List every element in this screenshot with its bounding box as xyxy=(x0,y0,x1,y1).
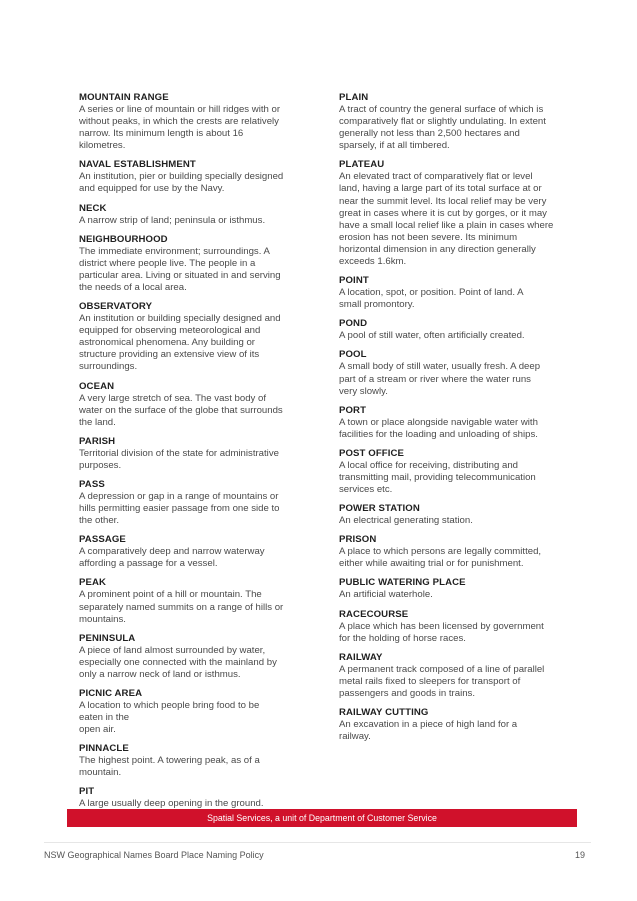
glossary-term: RAILWAY xyxy=(339,651,383,663)
footer-divider xyxy=(44,842,591,843)
glossary-definition: A place which has been licensed by government for the holding of horse races. xyxy=(339,620,544,644)
glossary-term: PASS xyxy=(79,478,105,490)
glossary-column-right xyxy=(339,92,565,750)
glossary-entry xyxy=(79,534,301,570)
glossary-definition: A tract of country the general surface of which is comparatively flat or slightly undulating. In extent generally not less than 2,500 hectares and sparsely, if at all timbered. xyxy=(339,104,546,152)
glossary-entry xyxy=(79,479,301,527)
glossary-entry xyxy=(339,707,565,743)
glossary-term: RAILWAY CUTTING xyxy=(339,707,429,718)
glossary-definition: An institution or building specially designed and equipped for observing meteorological and astronomical phenomena. Any building or structure providing an extensive view of its surroundings. xyxy=(79,313,281,373)
glossary-term: NECK xyxy=(79,202,107,214)
glossary-entry xyxy=(339,275,565,311)
glossary-entry xyxy=(339,349,565,397)
glossary-definition: A narrow strip of land; peninsula or isthmus. xyxy=(79,214,266,226)
glossary-entry xyxy=(339,609,565,645)
glossary-definition: A local office for receiving, distributing and transmitting mail, providing telecommunication services etc. xyxy=(339,459,536,496)
glossary-column-left xyxy=(79,92,301,818)
glossary-entry xyxy=(339,652,565,700)
glossary-term: PORT xyxy=(339,404,367,416)
glossary-term: PRISON xyxy=(339,534,377,546)
glossary-entry xyxy=(339,534,565,570)
glossary-term: PLATEAU xyxy=(339,159,385,171)
glossary-definition: The immediate environment; surroundings. A district where people live. The people in a particular area. Living or situated in and serving the needs of a local area. xyxy=(79,245,281,293)
glossary-entry xyxy=(339,92,565,152)
glossary-entry xyxy=(339,405,565,441)
glossary-definition: A series or line of mountain or hill ridges with or without peaks, in which the crests are relatively narrow. Its minimum length is about 16 kilometres. xyxy=(79,104,281,152)
glossary-entry xyxy=(339,577,565,601)
glossary-definition: A town or place alongside navigable water with facilities for the loading and unloading of ships. xyxy=(339,416,538,440)
glossary-definition: A small body of still water, usually fresh. A deep part of a stream or river where the water runs very slowly. xyxy=(339,361,541,397)
glossary-entry xyxy=(79,577,301,625)
glossary-term: POOL xyxy=(339,349,367,361)
glossary-entry xyxy=(79,633,301,681)
glossary-definition: An excavation in a piece of high land for a railway. xyxy=(339,719,518,743)
glossary-definition: A location to which people bring food to be eaten in the open air. xyxy=(79,700,260,736)
glossary-entry xyxy=(339,448,565,496)
glossary-definition: A comparatively deep and narrow waterway affording a passage for a vessel. xyxy=(79,546,265,570)
glossary-entry xyxy=(79,92,301,152)
glossary-entry xyxy=(79,436,301,472)
glossary-term: POINT xyxy=(339,275,369,287)
glossary-term: OCEAN xyxy=(79,380,115,392)
glossary-term: PARISH xyxy=(79,435,116,447)
page-number: 19 xyxy=(574,850,585,860)
glossary-definition: An institution, pier or building specially designed and equipped for use by the Navy. xyxy=(79,171,284,195)
glossary-definition: A prominent point of a hill or mountain. The separately named summits on a range of hills or mountains. xyxy=(79,589,284,625)
publisher-banner: Spatial Services, a unit of Department of Customer Service xyxy=(67,809,577,827)
glossary-entry xyxy=(79,159,301,195)
glossary-term: PICNIC AREA xyxy=(79,688,143,699)
glossary-term: NEIGHBOURHOOD xyxy=(79,233,168,245)
glossary-term: RACECOURSE xyxy=(339,608,409,620)
glossary-entry xyxy=(79,301,301,373)
glossary-definition: A permanent track composed of a line of parallel metal rails fixed to sleepers for transport of passengers and goods in trains. xyxy=(339,663,545,699)
glossary-term: MOUNTAIN RANGE xyxy=(79,92,169,103)
glossary-definition: A piece of land almost surrounded by water, especially one connected with the mainland by only a narrow neck of land or isthmus. xyxy=(79,644,277,680)
glossary-entry xyxy=(339,318,565,342)
footer-document-title: NSW Geographical Names Board Place Naming Policy xyxy=(44,850,264,860)
glossary-term: PEAK xyxy=(79,577,107,589)
glossary-term: PIT xyxy=(79,786,95,798)
glossary-entry xyxy=(79,203,301,227)
glossary-entry xyxy=(79,688,301,736)
glossary-definition: A very large stretch of sea. The vast body of water on the surface of the globe that surrounds the land. xyxy=(79,392,283,428)
glossary-term: POWER STATION xyxy=(339,503,420,515)
glossary-entry xyxy=(339,503,565,527)
glossary-entry xyxy=(79,743,301,779)
glossary-definition: A location, spot, or position. Point of land. A small promontory. xyxy=(339,287,524,311)
glossary-definition: A pool of still water, often artificially created. xyxy=(339,330,525,342)
glossary-term: PINNACLE xyxy=(79,743,129,755)
glossary-entry xyxy=(79,234,301,294)
glossary-term: PASSAGE xyxy=(79,534,126,546)
glossary-term: NAVAL ESTABLISHMENT xyxy=(79,159,196,171)
glossary-definition: An electrical generating station. xyxy=(339,515,473,527)
glossary-entry xyxy=(79,381,301,429)
glossary-definition: A depression or gap in a range of mountains or hills permitting easier passage from one side to the other. xyxy=(79,490,280,527)
glossary-term: PUBLIC WATERING PLACE xyxy=(339,577,466,589)
glossary-term: PENINSULA xyxy=(79,632,136,644)
glossary-definition: An artificial waterhole. xyxy=(339,589,433,601)
glossary-term: POND xyxy=(339,318,368,330)
glossary-definition: Territorial division of the state for administrative purposes. xyxy=(79,447,279,471)
glossary-definition: The highest point. A towering peak, as of a mountain. xyxy=(79,755,260,779)
glossary-term: POST OFFICE xyxy=(339,447,405,459)
glossary-definition: A large usually deep opening in the ground. xyxy=(79,798,264,810)
glossary-entry xyxy=(339,159,565,268)
glossary-entry xyxy=(79,786,301,810)
glossary-term: OBSERVATORY xyxy=(79,301,153,313)
glossary-term: PLAIN xyxy=(339,92,369,103)
glossary-definition: A place to which persons are legally committed, either while awaiting trial or for punishment. xyxy=(339,546,542,570)
glossary-definition: An elevated tract of comparatively flat or level land, having a large part of its total surface at or near the summit level. Its local relief may be very great in cases where it is cut by gorges, or it may have a small local relief like a plain in cases where erosion has not been severe. Its minimum horizontal dimension in any direction generally exceeds 1.6km. xyxy=(339,171,554,268)
